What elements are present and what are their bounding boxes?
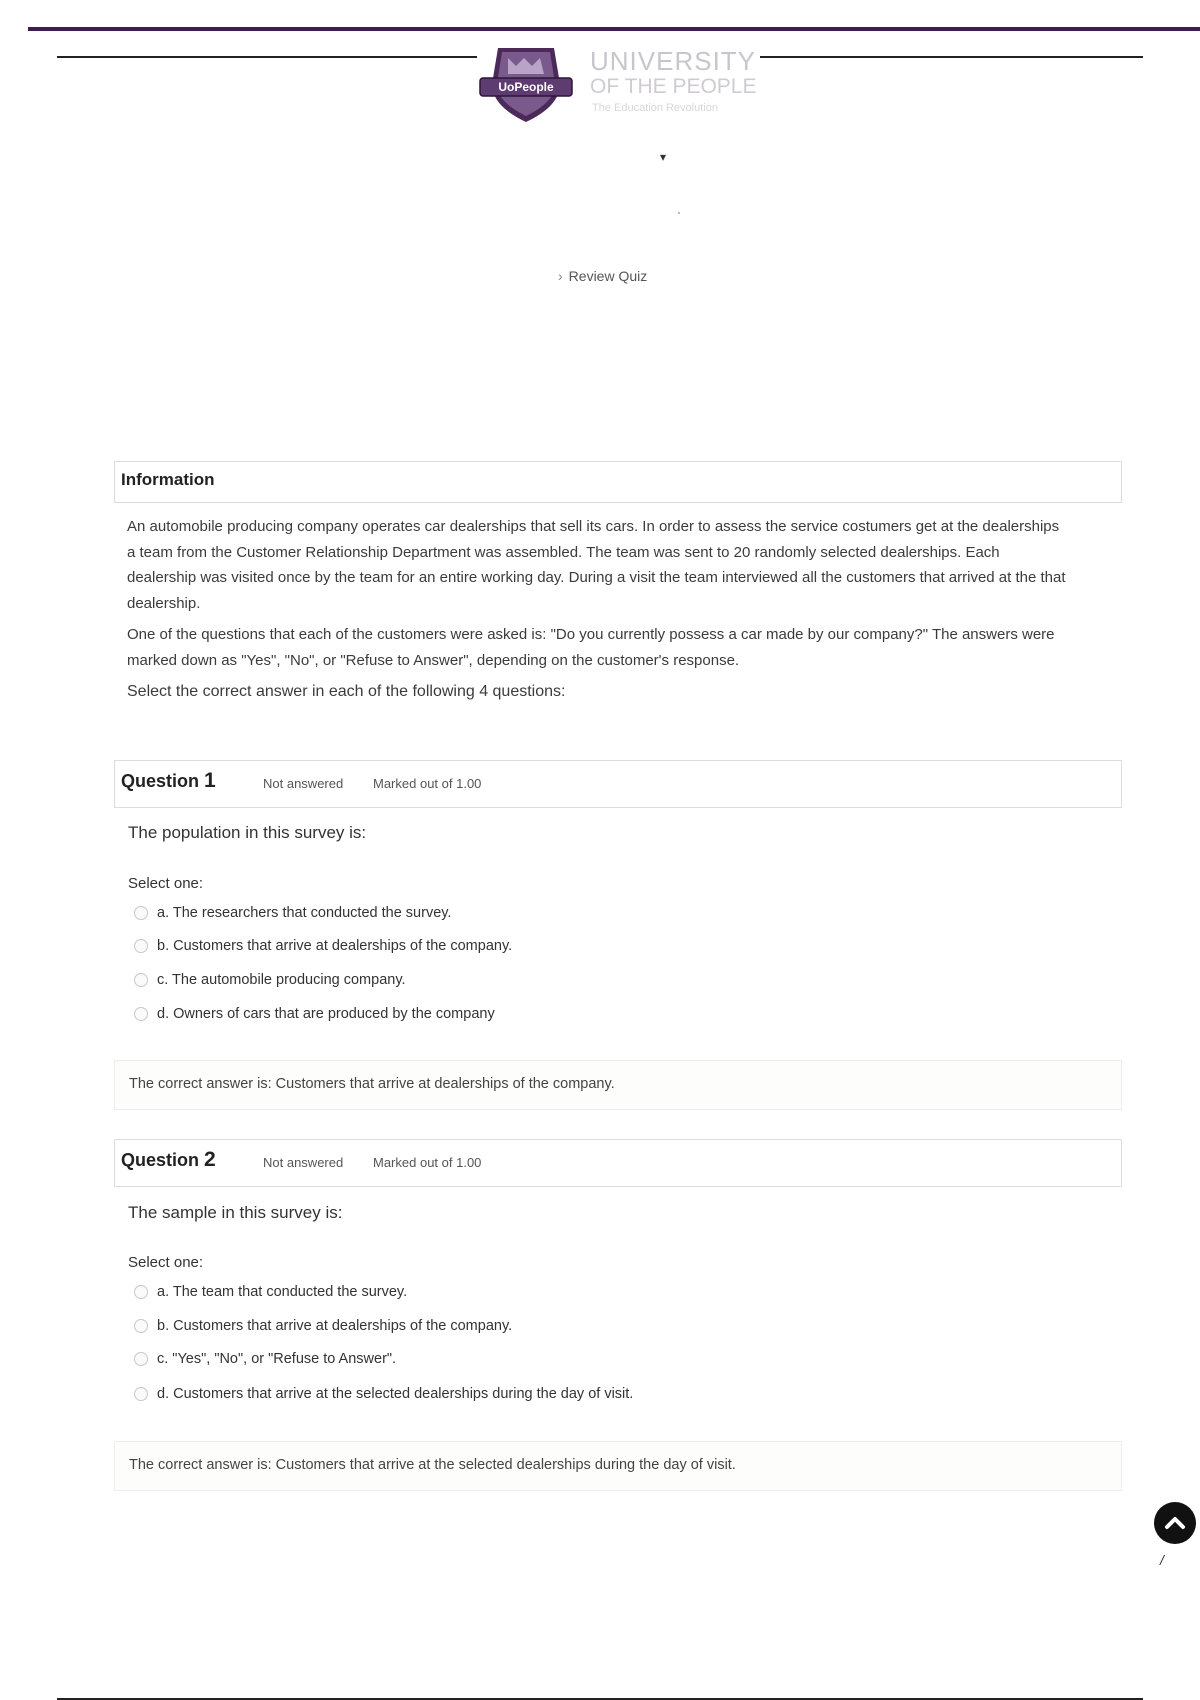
question-marks: Marked out of 1.00 [373, 776, 482, 791]
chevron-up-icon [1162, 1510, 1188, 1536]
answer-option[interactable]: c. "Yes", "No", or "Refuse to Answer". [134, 1348, 396, 1370]
radio-button[interactable] [134, 973, 148, 987]
radio-button[interactable] [134, 1285, 148, 1299]
radio-button[interactable] [134, 906, 148, 920]
header-rule-left [57, 56, 477, 58]
question-text: The sample in this survey is: [128, 1203, 343, 1222]
question-state: Not answered [263, 776, 344, 791]
information-header [114, 461, 1122, 503]
select-one-label: Select one: [128, 1254, 204, 1271]
radio-button[interactable] [134, 1007, 148, 1021]
header-rule-right [760, 56, 1143, 58]
information-title: Information [121, 470, 215, 489]
logo-text: UoPeople [498, 80, 554, 94]
top-accent-bar [28, 27, 1200, 31]
correct-answer-feedback: The correct answer is: Customers that arrive at dealerships of the company. [114, 1060, 1122, 1110]
university-name-line2: OF THE PEOPLE [590, 75, 757, 98]
radio-button[interactable] [134, 1352, 148, 1366]
university-tagline: The Education Revolution [592, 102, 718, 114]
question-marks: Marked out of 1.00 [373, 1155, 482, 1170]
question-number: 2 [204, 1148, 216, 1171]
answer-option[interactable]: a. The researchers that conducted the survey. [134, 902, 451, 924]
question-2-header [114, 1139, 1122, 1187]
question-1-header [114, 760, 1122, 808]
breadcrumb [558, 268, 647, 284]
information-paragraph: One of the questions that each of the customers were asked is: "Do you currently possess a car made by our company?" The answers were marked down as "Yes", "No", or "Refuse to Answer", depending on the customer's response. [127, 626, 1055, 669]
correct-answer-feedback: The correct answer is: Customers that arrive at the selected dealerships during the day of visit. [114, 1441, 1122, 1491]
shield-logo-icon [478, 44, 574, 124]
radio-button[interactable] [134, 1319, 148, 1333]
stray-dot [678, 212, 680, 214]
information-instruction: Select the correct answer in each of the following 4 questions: [127, 683, 566, 700]
answer-option[interactable]: b. Customers that arrive at dealerships of the company. [134, 1315, 512, 1337]
question-state: Not answered [263, 1155, 344, 1170]
radio-button[interactable] [134, 939, 148, 953]
stray-mark: ▾ [660, 150, 667, 164]
question-title: Question 1 [121, 769, 216, 792]
radio-button[interactable] [134, 1387, 148, 1401]
breadcrumb-separator: › [558, 268, 563, 284]
answer-option[interactable]: d. Owners of cars that are produced by the company [134, 1003, 495, 1025]
select-one-label: Select one: [128, 875, 204, 892]
question-title: Question 2 [121, 1148, 216, 1171]
university-logo[interactable] [478, 44, 778, 124]
answer-option[interactable]: d. Customers that arrive at the selected dealerships during the day of visit. [134, 1383, 633, 1405]
answer-option[interactable]: b. Customers that arrive at dealerships of the company. [134, 935, 512, 957]
question-text: The population in this survey is: [128, 823, 367, 842]
stray-mark: / [1160, 1552, 1164, 1568]
answer-option[interactable]: c. The automobile producing company. [134, 969, 406, 991]
answer-option[interactable]: a. The team that conducted the survey. [134, 1281, 407, 1303]
question-number: 1 [204, 769, 216, 792]
university-name: UNIVERSITY [590, 46, 757, 76]
information-paragraph: An automobile producing company operates car dealerships that sell its cars. In order to assess the service costumers get at the dealerships a team from the Customer Relationship Department was assembled. The team was sent to 20 randomly selected dealerships. Each dealership was visited once by the team for an entire working day. During a visit the team interviewed all the customers that arrived at the that dealership. [127, 518, 1066, 612]
scroll-to-top-button[interactable] [1154, 1502, 1196, 1544]
breadcrumb-review-quiz[interactable]: Review Quiz [568, 268, 648, 284]
